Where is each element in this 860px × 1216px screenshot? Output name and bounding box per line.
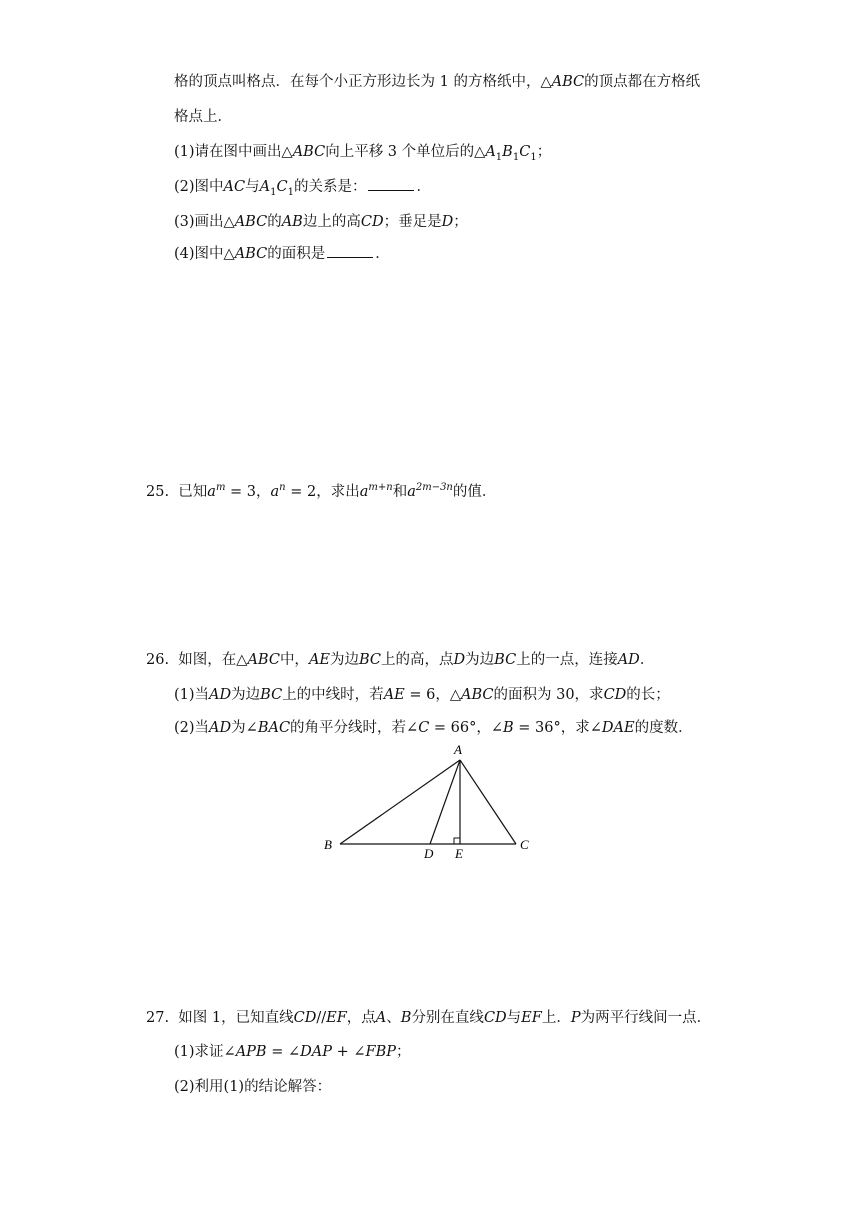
q25: 25. 已知$a^m = 3$，$a^n = 2$，求出$a^{m+n}$和$a^{2m-3n}$的值． [146,482,497,500]
question-number: 26. [146,652,170,668]
q26-part2: (2)当AD为∠BAC的角平分线时，若∠C = 66°，∠B = 36°，求∠DAE的度数． [174,720,693,736]
label-C: C [520,837,529,852]
segment-AD [430,760,460,844]
q26-part1: (1)当AD为边BC上的中线时，若AE = 6，△ABC的面积为 30，求CD的长； [174,687,670,703]
question-number: 25. [146,484,170,500]
q24-part2: (2)图中AC与$A_1C_1$的关系是： ． [174,179,431,198]
answer-blank[interactable] [368,177,414,191]
question-number: 27. [146,1010,170,1026]
segment-AC [460,760,516,844]
q27-stem: 27. 如图 1，已知直线CD//EF，点A、B分别在直线CD与EF上．P为两平行线间一点． [146,1010,712,1026]
label-D: D [424,846,434,861]
q26-stem: 26. 如图，在△ABC中，AE为边BC上的高，点D为边BC上的一点，连接AD． [146,652,655,668]
q24-part4: (4)图中△ABC的面积是 ． [174,246,390,262]
label-B: B [324,837,332,852]
q24-part1: (1)请在图中画出△ABC向上平移 3 个单位后的$\triangle A_1B_1C_1$； [174,144,552,163]
label-A: A [454,742,462,757]
q27-part2: (2)利用(1)的结论解答： [174,1079,332,1095]
q24-part3: (3)画出△ABC的AB边上的高CD；垂足是D； [174,214,468,230]
right-angle-mark [454,838,460,844]
triangle-figure [318,740,538,865]
label-E: E [455,846,463,861]
answer-blank[interactable] [327,244,373,258]
q27-part1: (1)求证∠APB = ∠DAP + ∠FBP； [174,1044,411,1060]
q24-intro-line1: 格的顶点叫格点．在每个小正方形边长为 1 的方格纸中，△ABC的顶点都在方格纸 [174,74,701,90]
q24-intro-line2: 格点上． [174,109,232,125]
segment-AB [340,760,460,844]
